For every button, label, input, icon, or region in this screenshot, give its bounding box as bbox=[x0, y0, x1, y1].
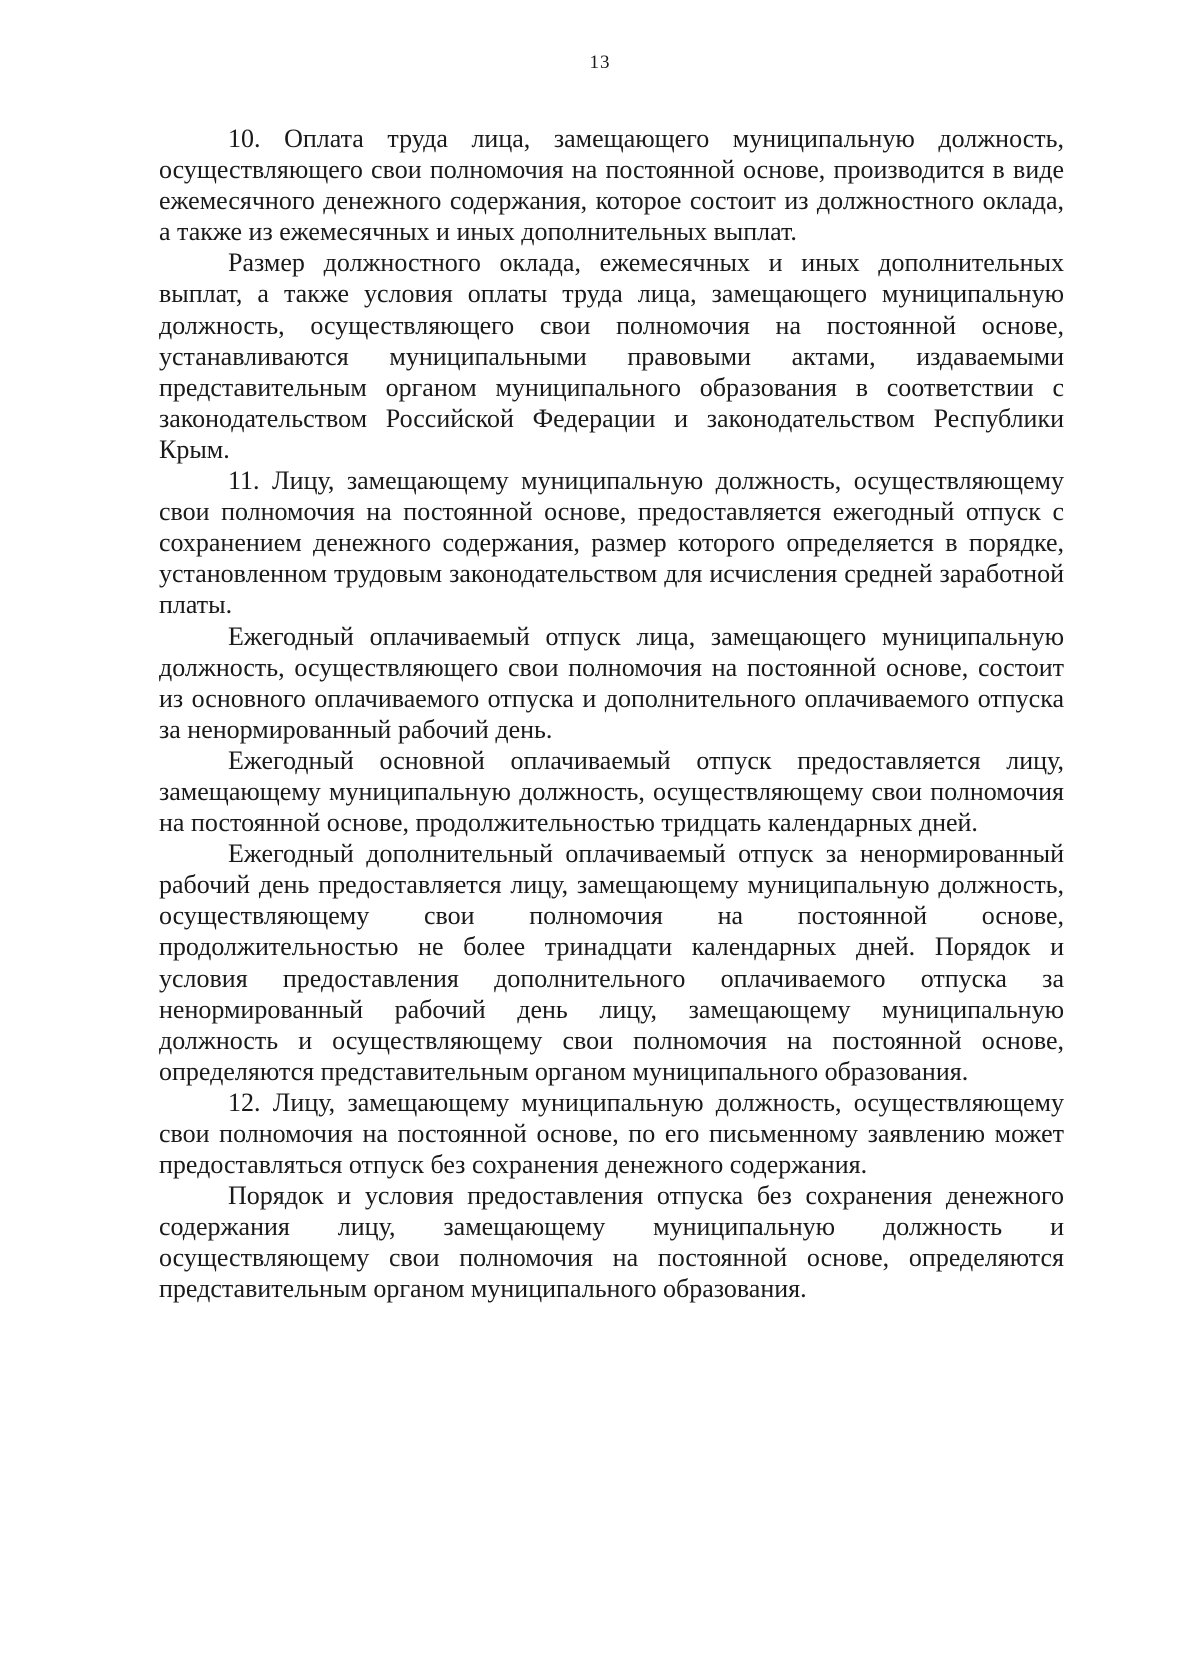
paragraph-additional-leave: Ежегодный дополнительный оплачиваемый отпуск за ненормированный рабочий день предоставляется лицу, замещающему муниципальную должность, осуществляющему свои полномочия на постоянной основе, продолжительностью не более тринадцати календарных дней. Порядок и условия предоставления дополнительного оплачиваемого отпуска за ненормированный рабочий день лицу, замещающему муниципальную должность и осуществляющему свои полномочия на постоянной основе, определяются представительным органом муниципального образования. bbox=[159, 839, 1064, 1086]
paragraph-10-remuneration: 10. Оплата труда лица, замещающего муниципальную должность, осуществляющего свои полномочия на постоянной основе, производится в виде ежемесячного денежного содержания, которое состоит из должностного оклада, а также из ежемесячных и иных дополнительных выплат. bbox=[159, 124, 1064, 247]
paragraph-paid-leave-composition: Ежегодный оплачиваемый отпуск лица, замещающего муниципальную должность, осуществляющего свои полномочия на постоянной основе, состоит из основного оплачиваемого отпуска и дополнительного оплачиваемого отпуска за ненормированный рабочий день. bbox=[159, 621, 1064, 744]
paragraph-unpaid-leave-procedure: Порядок и условия предоставления отпуска без сохранения денежного содержания лицу, замещающему муниципальную должность и осуществляющему свои полномочия на постоянной основе, определяются представительным органом муниципального образования. bbox=[159, 1181, 1064, 1304]
paragraph-12-unpaid-leave: 12. Лицу, замещающему муниципальную должность, осуществляющему свои полномочия на постоянной основе, по его письменному заявлению может предоставляться отпуск без сохранения денежного содержания. bbox=[159, 1087, 1064, 1180]
paragraph-salary-size: Размер должностного оклада, ежемесячных и иных дополнительных выплат, а также условия оплаты труда лица, замещающего муниципальную должность, осуществляющего свои полномочия на постоянной основе, устанавливаются муниципальными правовыми актами, издаваемыми представительным органом муниципального образования в соответствии с законодательством Российской Федерации и законодательством Республики Крым. bbox=[159, 248, 1064, 464]
paragraph-basic-leave: Ежегодный основной оплачиваемый отпуск предоставляется лицу, замещающему муниципальную должность, осуществляющему свои полномочия на постоянной основе, продолжительностью тридцать календарных дней. bbox=[159, 745, 1064, 838]
paragraph-11-annual-leave: 11. Лицу, замещающему муниципальную должность, осуществляющему свои полномочия на постоянной основе, предоставляется ежегодный отпуск с сохранением денежного содержания, размер которого определяется в порядке, установленном трудовым законодательством для исчисления средней заработной платы. bbox=[159, 466, 1064, 620]
page-number: 13 bbox=[589, 52, 611, 73]
document-body bbox=[159, 123, 1064, 1305]
